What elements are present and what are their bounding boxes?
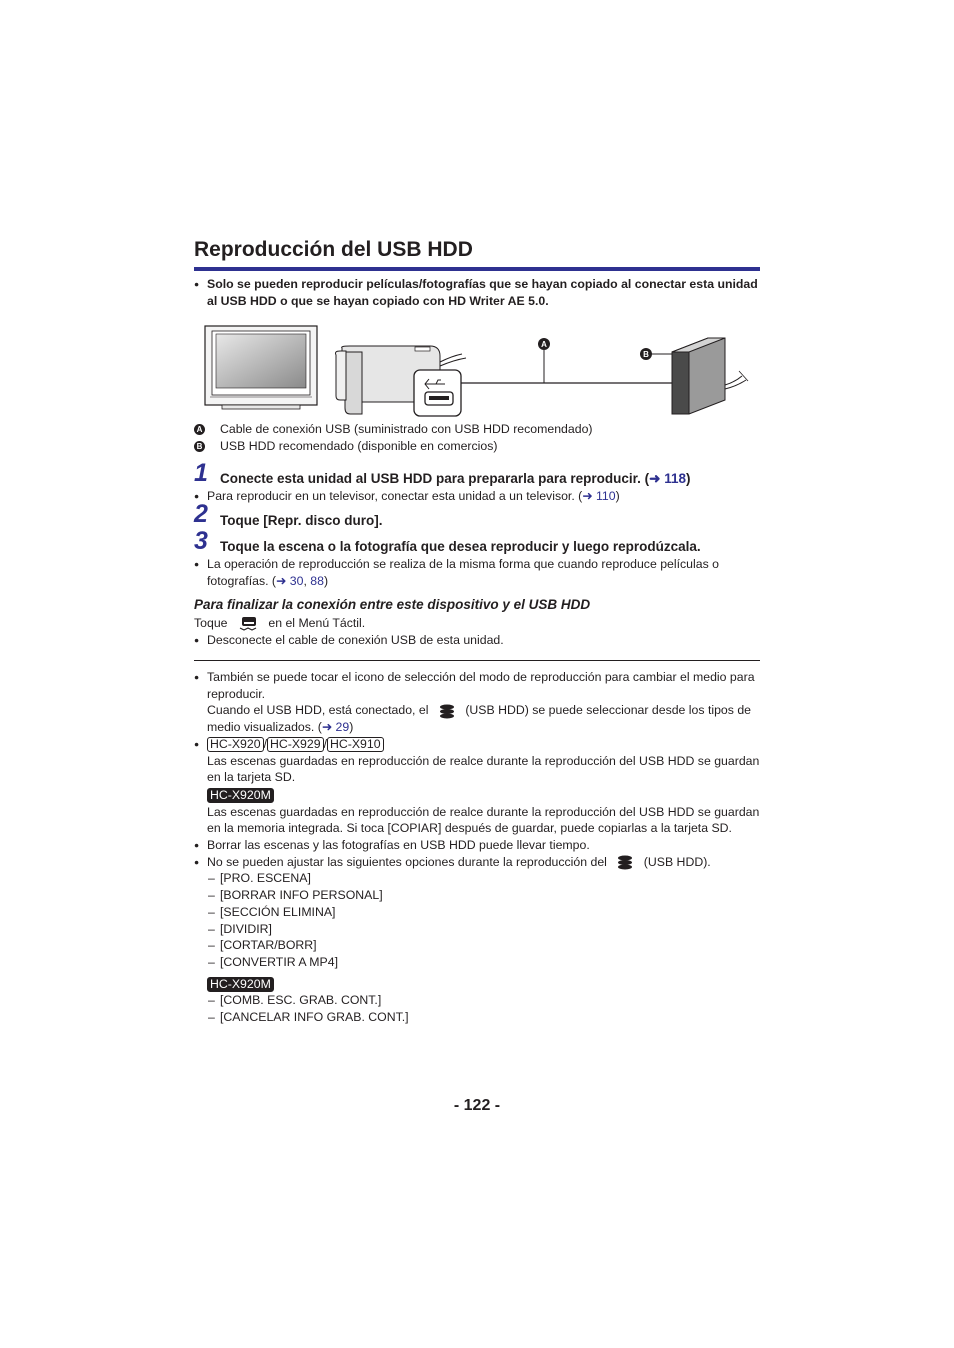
legend-b-text: USB HDD recomendado (disponible en comercios) [220, 439, 498, 453]
model-tags [207, 736, 760, 753]
legend-item-b [194, 438, 760, 455]
legend-a-text: Cable de conexión USB (suministrado con USB HDD recomendado) [220, 422, 593, 436]
step-3-note [194, 556, 760, 589]
step-3-number: 3 [194, 527, 208, 555]
finish-toque-rest: en el Menú Táctil. [268, 616, 366, 630]
connection-diagram [200, 322, 760, 418]
step-3-note-sep: , [303, 573, 311, 588]
step-3-note-text: La operación de reproducción se realiza de la misma forma que cuando reproduce películas o fotografías. ( [207, 557, 719, 588]
note-1-text-b [207, 702, 760, 735]
callout-b-letter: B [643, 350, 649, 359]
finish-toque-word: Toque [194, 616, 228, 630]
list-item: – [DIVIDIR] [207, 921, 760, 938]
usb-port-callout [414, 370, 461, 416]
step-1-text [220, 471, 690, 487]
list-item: – [CORTAR/BORR] [207, 937, 760, 954]
page-number: - 122 - [453, 1097, 501, 1114]
list-item: – [PRO. ESCENA] [207, 870, 760, 887]
finish-bullet-text: ● Desconecte el cable de conexión USB de esta unidad. [194, 632, 760, 649]
note-1-paren: ) [349, 720, 354, 735]
note-4 [194, 854, 760, 1026]
diagram-legend [194, 421, 760, 455]
step-1-note-link[interactable]: ➜ 110 [582, 489, 616, 503]
usb-hdd-illustration [672, 338, 748, 414]
step-1-number: 1 [194, 459, 208, 487]
list-item: – [CONVERTIR A MP4] [207, 954, 760, 971]
section-divider [194, 660, 760, 661]
legend-b-marker: B [194, 441, 205, 452]
usb-hdd-icon [434, 704, 460, 719]
note-1-b2: (USB HDD) se puede seleccionar desde los tipos de medio visualizados. ( [207, 703, 752, 735]
step-1-paren: ) [685, 471, 691, 486]
step-3-note-paren: ) [323, 573, 329, 588]
note-1-b1: Cuando el USB HDD, está conectado, el [207, 703, 429, 718]
step-1-note [194, 488, 760, 505]
step-1-note-text: Para reproducir en un televisor, conectar esta unidad a un televisor. ( [207, 489, 583, 503]
model-tag-x910: HC-X910 [327, 737, 384, 752]
step-1-note-paren: ) [615, 489, 620, 503]
step-3-text: Toque la escena o la fotografía que desea reproducir y luego reprodúzcala. [220, 539, 701, 554]
callout-a-letter: A [541, 340, 547, 349]
list-item: – [SECCIÓN ELIMINA] [207, 904, 760, 921]
note-2-text-a: Las escenas guardadas en reproducción de realce durante la reproducción del USB HDD se guardan en la tarjeta SD. [207, 753, 760, 785]
tag-sep-1: / [263, 736, 267, 751]
step-3-link-88[interactable]: 88 [310, 573, 324, 588]
tag-sep-2: / [323, 736, 327, 751]
note-4-text-b: (USB HDD). [643, 854, 711, 869]
step-3-link-30[interactable]: ➜ 30 [276, 573, 304, 588]
note-4-text-a: No se pueden ajustar las siguientes opciones durante la reproducción del [207, 854, 607, 869]
finish-heading: Para finalizar la conexión entre este dispositivo y el USB HDD [194, 597, 591, 612]
page-title: Reproducción del USB HDD [194, 238, 473, 261]
note-2-text-b: Las escenas guardadas en reproducción de realce durante la reproducción del USB HDD se guardan en la memoria integrada. Si toca [COPIAR] después de guardar, puede copiarlas a la tarjeta SD. [207, 804, 760, 836]
intro-text: ● Solo se pueden reproducir películas/fotografías que se hayan copiado al conectar esta unidad al USB HDD o que se hayan copiado con HD Writer AE 5.0. [194, 276, 760, 310]
note-3: ● Borrar las escenas y las fotografías en USB HDD puede llevar tiempo. [194, 837, 760, 854]
list-item: – [BORRAR INFO PERSONAL] [207, 887, 760, 904]
usb-disconnect-icon[interactable] [235, 616, 263, 632]
step-1-page-link[interactable]: ➜ 118 [649, 471, 686, 486]
note-2 [194, 736, 760, 837]
step-1-label: Conecte esta unidad al USB HDD para prepararla para reproducir. ( [220, 471, 650, 486]
step-2-number: 2 [194, 500, 208, 528]
usb-hdd-icon [612, 855, 638, 870]
notes-section [194, 669, 760, 1026]
legend-a-marker: A [194, 424, 205, 435]
model-tag-x929: HC-X929 [267, 737, 324, 752]
title-underline [194, 267, 760, 271]
list-item: – [CANCELAR INFO GRAB. CONT.] [207, 1009, 760, 1026]
model-tag-x920: HC-X920 [207, 737, 264, 752]
legend-item-a [194, 421, 760, 438]
note-1-text-a: ● También se puede tocar el icono de selección del modo de reproducción para cambiar el medio para reproducir. [207, 670, 755, 701]
note-1-link-29[interactable]: ➜ 29 [321, 720, 350, 735]
list-item: – [COMB. ESC. GRAB. CONT.] [207, 992, 760, 1009]
tv-illustration [205, 326, 317, 409]
note-1 [194, 669, 760, 736]
model-tag-x920m-2: HC-X920M [207, 977, 274, 992]
finish-bullet [194, 632, 760, 649]
model-tag-x920m: HC-X920M [207, 788, 274, 803]
intro-note [194, 276, 760, 310]
finish-toque-line [194, 615, 365, 632]
step-2-text: Toque [Repr. disco duro]. [220, 513, 383, 528]
